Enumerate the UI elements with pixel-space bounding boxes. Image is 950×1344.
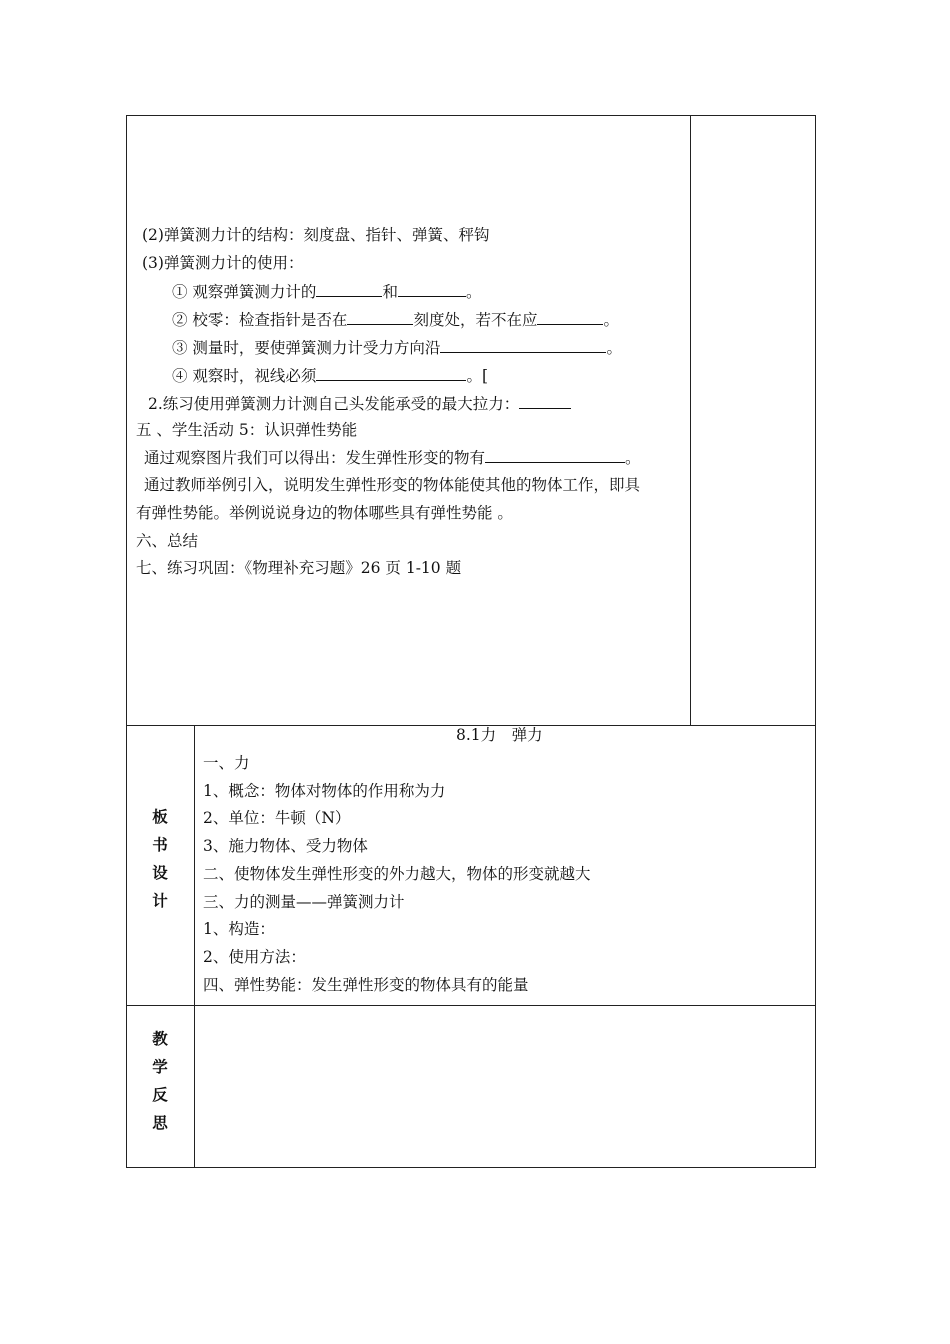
usage-heading: (3)弹簧测力计的使用： (142, 254, 304, 272)
step1-blank-1[interactable] (316, 281, 382, 297)
step3-text-b: 。 (606, 339, 622, 357)
exercise-line: 七、练习巩固：《物理补充习题》26 页 1-10 题 (136, 559, 462, 577)
reflection-label-char-4: 思 (152, 1114, 168, 1132)
board-line: 一、力 (203, 754, 250, 772)
board-line: 1、构造： (203, 920, 275, 938)
step4-text-a: ④ 观察时，视线必须 (172, 367, 317, 385)
board-line: 3、施力物体、受力物体 (203, 837, 368, 855)
summary-heading: 六、总结 (136, 532, 199, 550)
practice-line (148, 393, 571, 414)
reflection-label-char-2: 学 (152, 1058, 168, 1076)
reflection-content-area[interactable] (196, 1007, 814, 1166)
board-label-char-4: 计 (152, 892, 168, 910)
step2-blank-1[interactable] (347, 309, 413, 325)
teacher-line-1: 通过教师举例引入，说明发生弹性形变的物体能使其他的物体工作，即具 (144, 476, 641, 494)
observe-text-end: 。 (625, 449, 641, 467)
step2-text-b: 刻度处，若不在应 (413, 311, 538, 329)
step3-text-a: ③ 测量时，要使弹簧测力计受力方向沿 (172, 339, 441, 357)
step4-line (172, 365, 488, 386)
observe-line (144, 447, 641, 468)
step1-line (172, 281, 481, 302)
board-title: 8.1力 弹力 (456, 726, 543, 744)
board-label-char-1: 板 (152, 808, 168, 826)
board-line: 三、力的测量——弹簧测力计 (203, 893, 405, 911)
step3-blank[interactable] (440, 337, 606, 353)
step4-text-b: 。[ (466, 367, 488, 385)
top-column-divider (690, 115, 691, 726)
teacher-line-2: 有弹性势能。举例说说身边的物体哪些具有弹性势能 。 (136, 504, 513, 522)
observe-blank[interactable] (485, 447, 625, 463)
step1-text-c: 。 (465, 283, 482, 301)
step1-text-b: 和 (382, 283, 398, 301)
step1-text-a: ① 观察弹簧测力计的 (172, 283, 317, 301)
step2-text-a: ② 校零：检查指针是否在 (172, 311, 348, 329)
observe-text: 通过观察图片我们可以得出：发生弹性形变的物有 (144, 449, 486, 467)
reflection-label-char-3: 反 (152, 1086, 168, 1104)
reflection-label-char-1: 教 (152, 1030, 168, 1048)
board-label-char-3: 设 (152, 864, 168, 882)
board-line: 二、使物体发生弹性形变的外力越大，物体的形变就越大 (203, 865, 591, 883)
step3-line (172, 337, 622, 358)
step4-blank[interactable] (316, 365, 466, 381)
practice-text: 2.练习使用弹簧测力计测自己头发能承受的最大拉力： (148, 395, 520, 413)
step2-line (172, 309, 619, 330)
step2-text-c: 。 (603, 311, 619, 329)
step2-blank-2[interactable] (537, 309, 603, 325)
board-section-divider (126, 1005, 816, 1006)
board-line: 2、单位：牛顿（N） (203, 809, 351, 827)
board-line: 1、概念：物体对物体的作用称为力 (203, 782, 446, 800)
board-label-char-2: 书 (152, 836, 168, 854)
board-line: 四、弹性势能：发生弹性形变的物体具有的能量 (203, 976, 529, 994)
structure-line: (2)弹簧测力计的结构：刻度盘、指针、弹簧、秤钩 (142, 226, 490, 244)
activity5-heading: 五 、学生活动 5：认识弹性势能 (136, 421, 358, 439)
practice-blank[interactable] (519, 393, 571, 409)
step1-blank-2[interactable] (398, 281, 466, 297)
board-line: 2、使用方法： (203, 948, 306, 966)
label-column-divider (194, 725, 195, 1168)
